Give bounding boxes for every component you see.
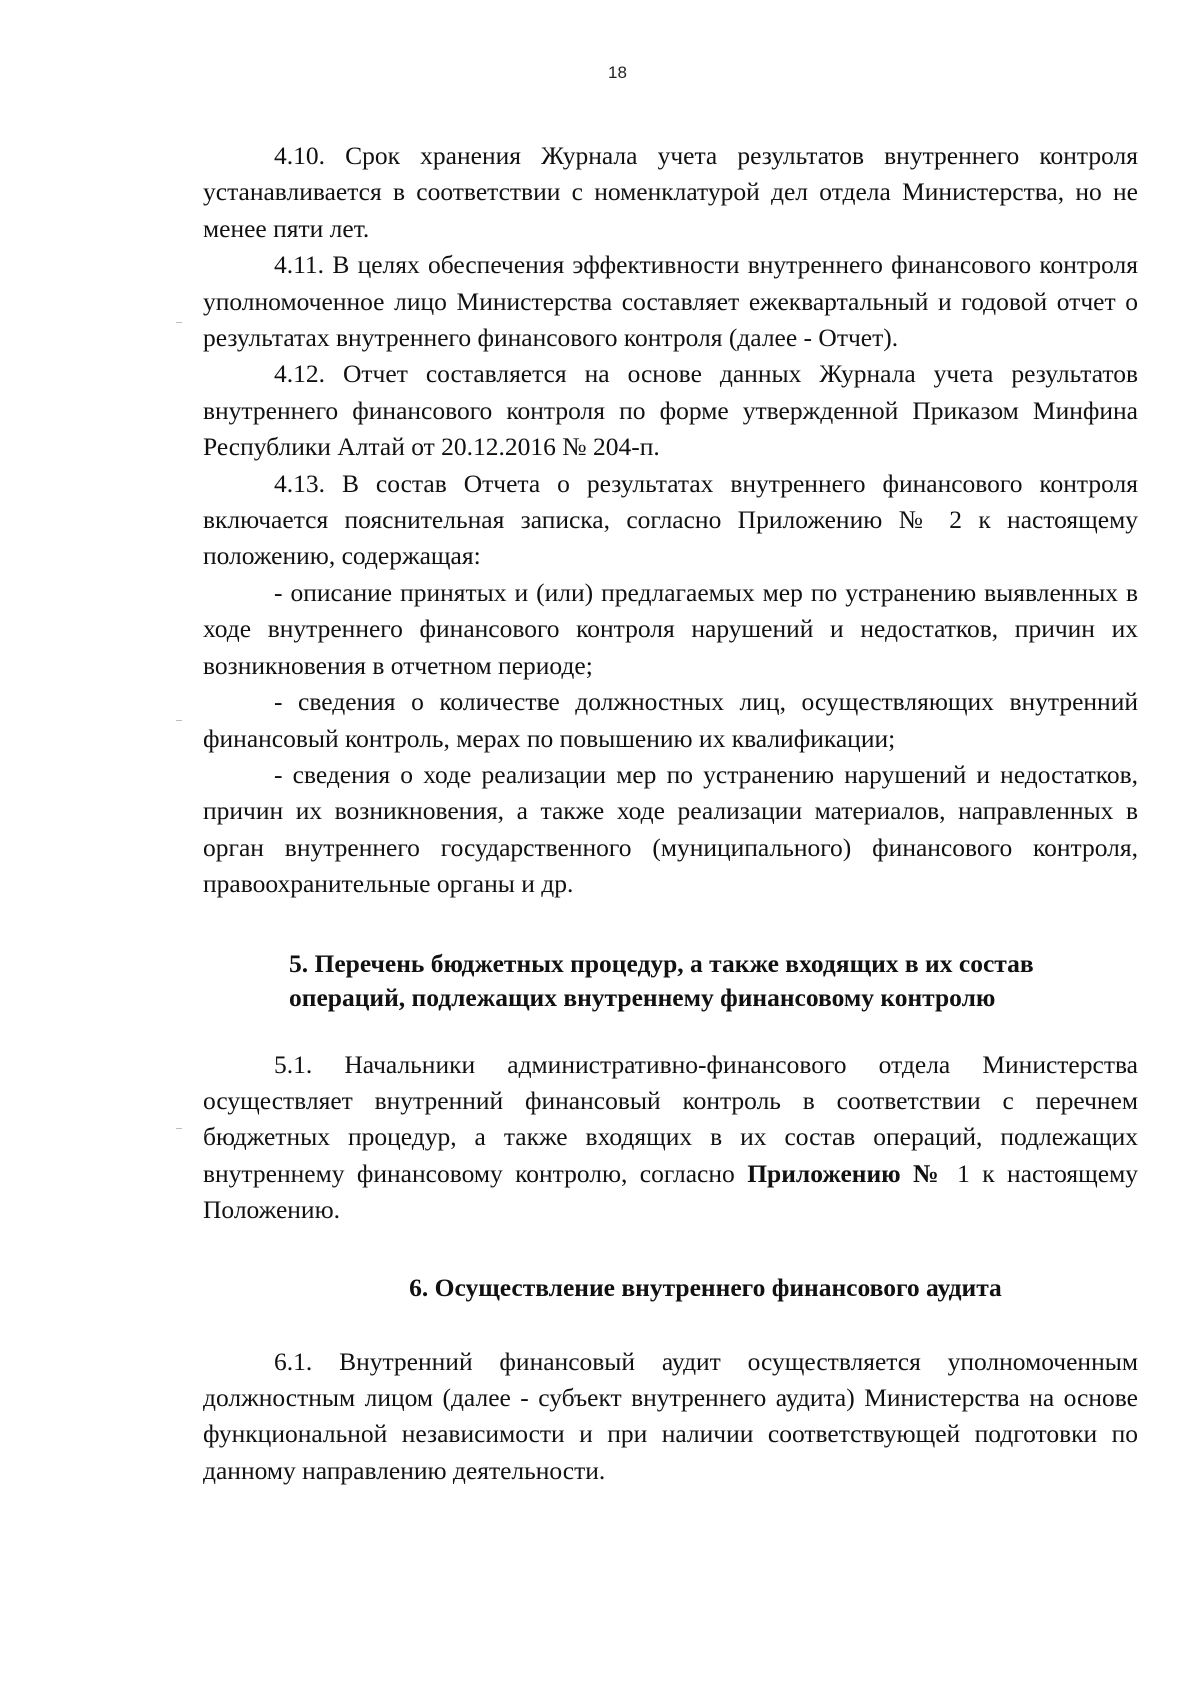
paragraph-4-13: 4.13. В состав Отчета о результатах внутреннего финансового контроля включается пояснительная записка, согласно Приложению № 2 к настоящему положению, содержащая:: [203, 468, 1138, 571]
paragraph-4-10: 4.10. Срок хранения Журнала учета результатов внутреннего контроля устанавливается в соответствии с номенклатурой дел отдела Министерства, но не менее пяти лет.: [203, 141, 1138, 243]
paragraph-5-1-text: 5.1. Начальники административно-финансового отдела Министерства осуществляет внутренний финансовый контроль в соответствии с перечнем бюджетных процедур, а также входящих в их состав операций, подлежащих внутреннему финансовому контролю, согласно: [203, 1049, 1138, 1188]
appendix-reference: Приложению №: [747, 1158, 945, 1188]
scan-mark: [176, 1128, 182, 1129]
paragraph-4-12: 4.12. Отчет составляется на основе данных Журнала учета результатов внутреннего финансового контроля по форме утвержденной Приказом Минфина Республики Алтай от 20.12.2016 № 204-п.: [203, 359, 1138, 462]
list-item-progress: - сведения о ходе реализации мер по устранению нарушений и недостатков, причин их возникновения, а также ходе реализации материалов, направленных в орган внутреннего государственного (муниципального) финансового контроля, правоохранительные органы и др.: [203, 759, 1138, 899]
paragraph-4-11: 4.11. В целях обеспечения эффективности внутреннего финансового контроля уполномоченное лицо Министерства составляет ежеквартальный и годовой отчет о результатах внутреннего финансового контроля (далее - Отчет).: [203, 250, 1138, 353]
list-item-officials: - сведения о количестве должностных лиц, осуществляющих внутренний финансовый контроль, мерах по повышению их квалификации;: [203, 687, 1138, 753]
scan-mark: [176, 720, 182, 721]
page-number: 18: [608, 63, 627, 82]
paragraph-5-1: [203, 1047, 1138, 1229]
paragraph-5-1-tail: 1 к настоящему Положению.: [203, 1158, 1138, 1225]
section-6-heading: 6. Осуществление внутреннего финансового аудита: [409, 1272, 1002, 1302]
list-item-measures: - описание принятых и (или) предлагаемых мер по устранению выявленных в ходе внутреннего финансового контроля нарушений и недостатков, причин их возникновения в отчетном периоде;: [203, 577, 1138, 680]
scan-mark: [176, 322, 182, 323]
section-5-heading: 5. Перечень бюджетных процедур, а также входящих в их состав операций, подлежащих внутреннему финансовому контролю: [289, 948, 1034, 1012]
paragraph-6-1: 6.1. Внутренний финансовый аудит осуществляется уполномоченным должностным лицом (далее - субъект внутреннего аудита) Министерства на основе функциональной независимости и при наличии соответствующей подготовки по данному направлению деятельности.: [203, 1346, 1138, 1485]
document-body: [203, 138, 1138, 1489]
